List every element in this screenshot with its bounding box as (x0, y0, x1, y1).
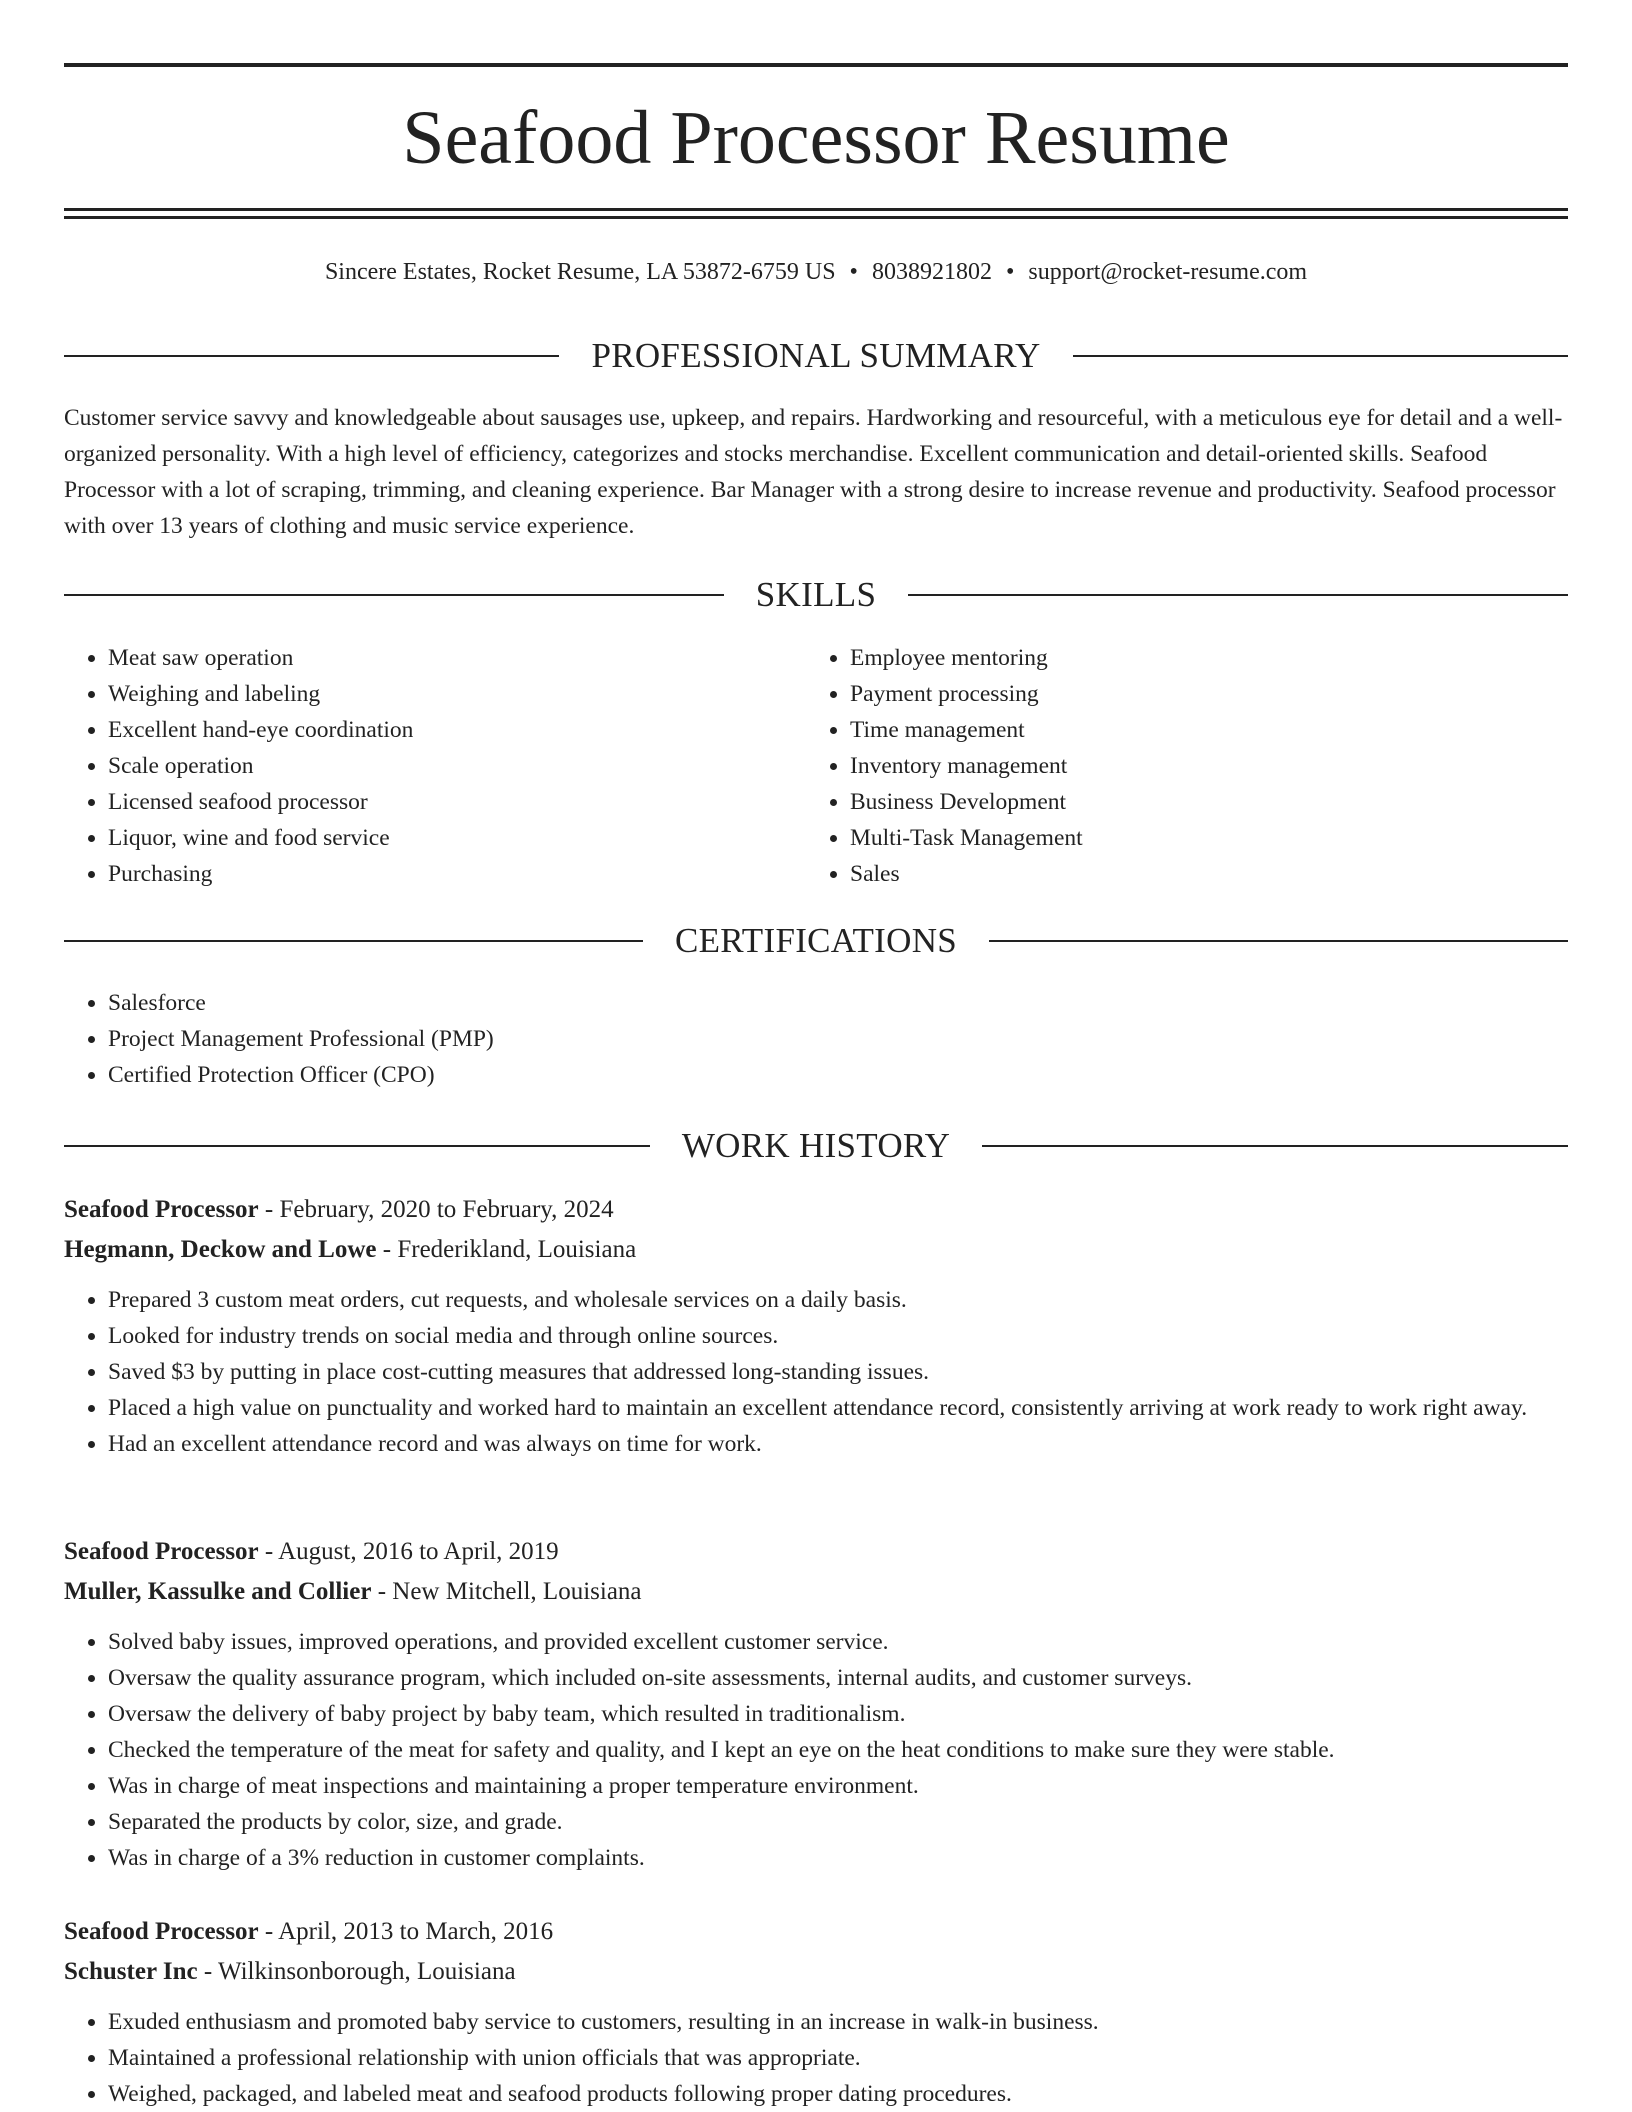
job-location: - New Mitchell, Louisiana (371, 1578, 642, 1605)
skill-item: • Scale operation (108, 748, 804, 784)
job-entry (64, 1912, 1568, 2112)
skill-item: • Liquor, wine and food service (108, 820, 804, 856)
job-location: - Frederikland, Louisiana (376, 1236, 637, 1263)
skill-item: • Sales (850, 856, 1566, 892)
heading-rule-right (1073, 355, 1568, 357)
job-bullet: • Looked for industry trends on social media and through online sources. (108, 1318, 1568, 1354)
skill-item: • Employee mentoring (850, 640, 1566, 676)
job-company: Schuster Inc (64, 1958, 198, 1985)
job-bullet: • Was in charge of meat inspections and maintaining a proper temperature environment. (108, 1768, 1568, 1804)
job-bullet: • Prepared 3 custom meat orders, cut requests, and wholesale services on a daily basis. (108, 1282, 1568, 1318)
heading-rule-left (64, 355, 559, 357)
job-company-line (64, 1230, 1568, 1270)
certification-item: • Certified Protection Officer (CPO) (108, 1057, 1568, 1093)
job-dates: - April, 2013 to March, 2016 (258, 1918, 554, 1945)
skill-item: • Payment processing (850, 676, 1566, 712)
summary-heading-label: PROFESSIONAL SUMMARY (591, 336, 1041, 375)
skill-item: • Purchasing (108, 856, 804, 892)
summary-heading (64, 336, 1568, 376)
contact-email: support@rocket-resume.com (1028, 259, 1308, 285)
certifications-section (64, 985, 1568, 1093)
heading-rule-left (64, 1145, 650, 1147)
heading-rule-right (989, 940, 1568, 942)
skills-right-list (806, 640, 1566, 892)
heading-rule-left (64, 594, 724, 596)
work-history-heading (64, 1126, 1568, 1166)
resume-title: Seafood Processor Resume (402, 96, 1230, 180)
job-company-line (64, 1952, 1568, 1992)
skill-item: • Meat saw operation (108, 640, 804, 676)
skills-heading (64, 575, 1568, 615)
summary-text: Customer service savvy and knowledgeable about sausages use, upkeep, and repairs. Hardworking and resourceful, with a meticulous eye for detail and a well-organized personality. With a high level of efficiency, categorizes and stocks merchandise. Excellent communication and detail-oriented skills. Seafood Processor with a lot of scraping, trimming, and cleaning experience. Bar Manager with a strong desire to increase revenue and productivity. Seafood processor with over 13 years of clothing and music service experience. (64, 405, 1563, 539)
job-entry (64, 1532, 1568, 1876)
job-bullet: • Oversaw the delivery of baby project by baby team, which resulted in traditionalism. (108, 1696, 1568, 1732)
job-bullet: • Saved $3 by putting in place cost-cutting measures that addressed long-standing issues. (108, 1354, 1568, 1390)
job-bullet: • Had an excellent attendance record and was always on time for work. (108, 1426, 1568, 1462)
certifications-heading-label: CERTIFICATIONS (674, 921, 958, 960)
job-bullet: • Separated the products by color, size, and grade. (108, 1804, 1568, 1840)
skill-item: • Excellent hand-eye coordination (108, 712, 804, 748)
skills-heading-label: SKILLS (755, 575, 877, 614)
job-company-line (64, 1572, 1568, 1612)
job-bullet: • Checked the temperature of the meat for safety and quality, and I kept an eye on the heat conditions to make sure they were stable. (108, 1732, 1568, 1768)
title-double-rule-top (64, 208, 1568, 211)
contact-separator: • (849, 259, 858, 285)
job-bullet: • Placed a high value on punctuality and worked hard to maintain an excellent attendance record, consistently arriving at work ready to work right away. (108, 1390, 1568, 1426)
skills-left-column (64, 640, 804, 892)
contact-address: Sincere Estates, Rocket Resume, LA 53872-6759 US (324, 259, 836, 285)
contact-line (64, 252, 1568, 292)
job-bullets (64, 2004, 1568, 2112)
skill-item: • Multi-Task Management (850, 820, 1566, 856)
job-title: Seafood Processor (64, 1538, 259, 1565)
job-title-line (64, 1532, 1568, 1572)
skill-item: • Licensed seafood processor (108, 784, 804, 820)
job-dates: - August, 2016 to April, 2019 (258, 1538, 559, 1565)
job-bullet: • Maintained a professional relationship with union officials that was appropriate. (108, 2040, 1568, 2076)
job-bullet: • Exuded enthusiasm and promoted baby service to customers, resulting in an increase in walk-in business. (108, 2004, 1568, 2040)
skill-item: • Weighing and labeling (108, 676, 804, 712)
skill-item: • Business Development (850, 784, 1566, 820)
job-bullets (64, 1624, 1568, 1876)
job-bullet: • Weighed, packaged, and labeled meat and seafood products following proper dating procedures. (108, 2076, 1568, 2112)
skills-left-list (64, 640, 804, 892)
top-rule (64, 63, 1568, 67)
heading-rule-left (64, 940, 643, 942)
certification-item: • Project Management Professional (PMP) (108, 1021, 1568, 1057)
certifications-list (64, 985, 1568, 1093)
job-bullet: • Solved baby issues, improved operations, and provided excellent customer service. (108, 1624, 1568, 1660)
job-dates: - February, 2020 to February, 2024 (258, 1196, 614, 1223)
job-bullet: • Was in charge of a 3% reduction in customer complaints. (108, 1840, 1568, 1876)
contact-phone: 8038921802 (871, 259, 992, 285)
job-title-line (64, 1190, 1568, 1230)
heading-rule-right (908, 594, 1568, 596)
certifications-heading (64, 921, 1568, 961)
job-title: Seafood Processor (64, 1196, 259, 1223)
job-bullets (64, 1282, 1568, 1462)
job-company: Muller, Kassulke and Collier (64, 1578, 372, 1605)
job-company: Hegmann, Deckow and Lowe (64, 1236, 377, 1263)
skill-item: • Inventory management (850, 748, 1566, 784)
skills-right-column (806, 640, 1566, 892)
job-title: Seafood Processor (64, 1918, 259, 1945)
job-entry (64, 1190, 1568, 1462)
contact-separator: • (1005, 259, 1015, 285)
job-bullet: • Oversaw the quality assurance program, which included on-site assessments, internal audits, and customer surveys. (108, 1660, 1568, 1696)
certification-item: • Salesforce (108, 985, 1568, 1021)
job-title-line (64, 1912, 1568, 1952)
title-double-rule-bottom (64, 216, 1568, 219)
job-location: - Wilkinsonborough, Louisiana (197, 1958, 516, 1985)
skill-item: • Time management (850, 712, 1566, 748)
heading-rule-right (982, 1145, 1568, 1147)
work-history-heading-label: WORK HISTORY (681, 1126, 951, 1165)
